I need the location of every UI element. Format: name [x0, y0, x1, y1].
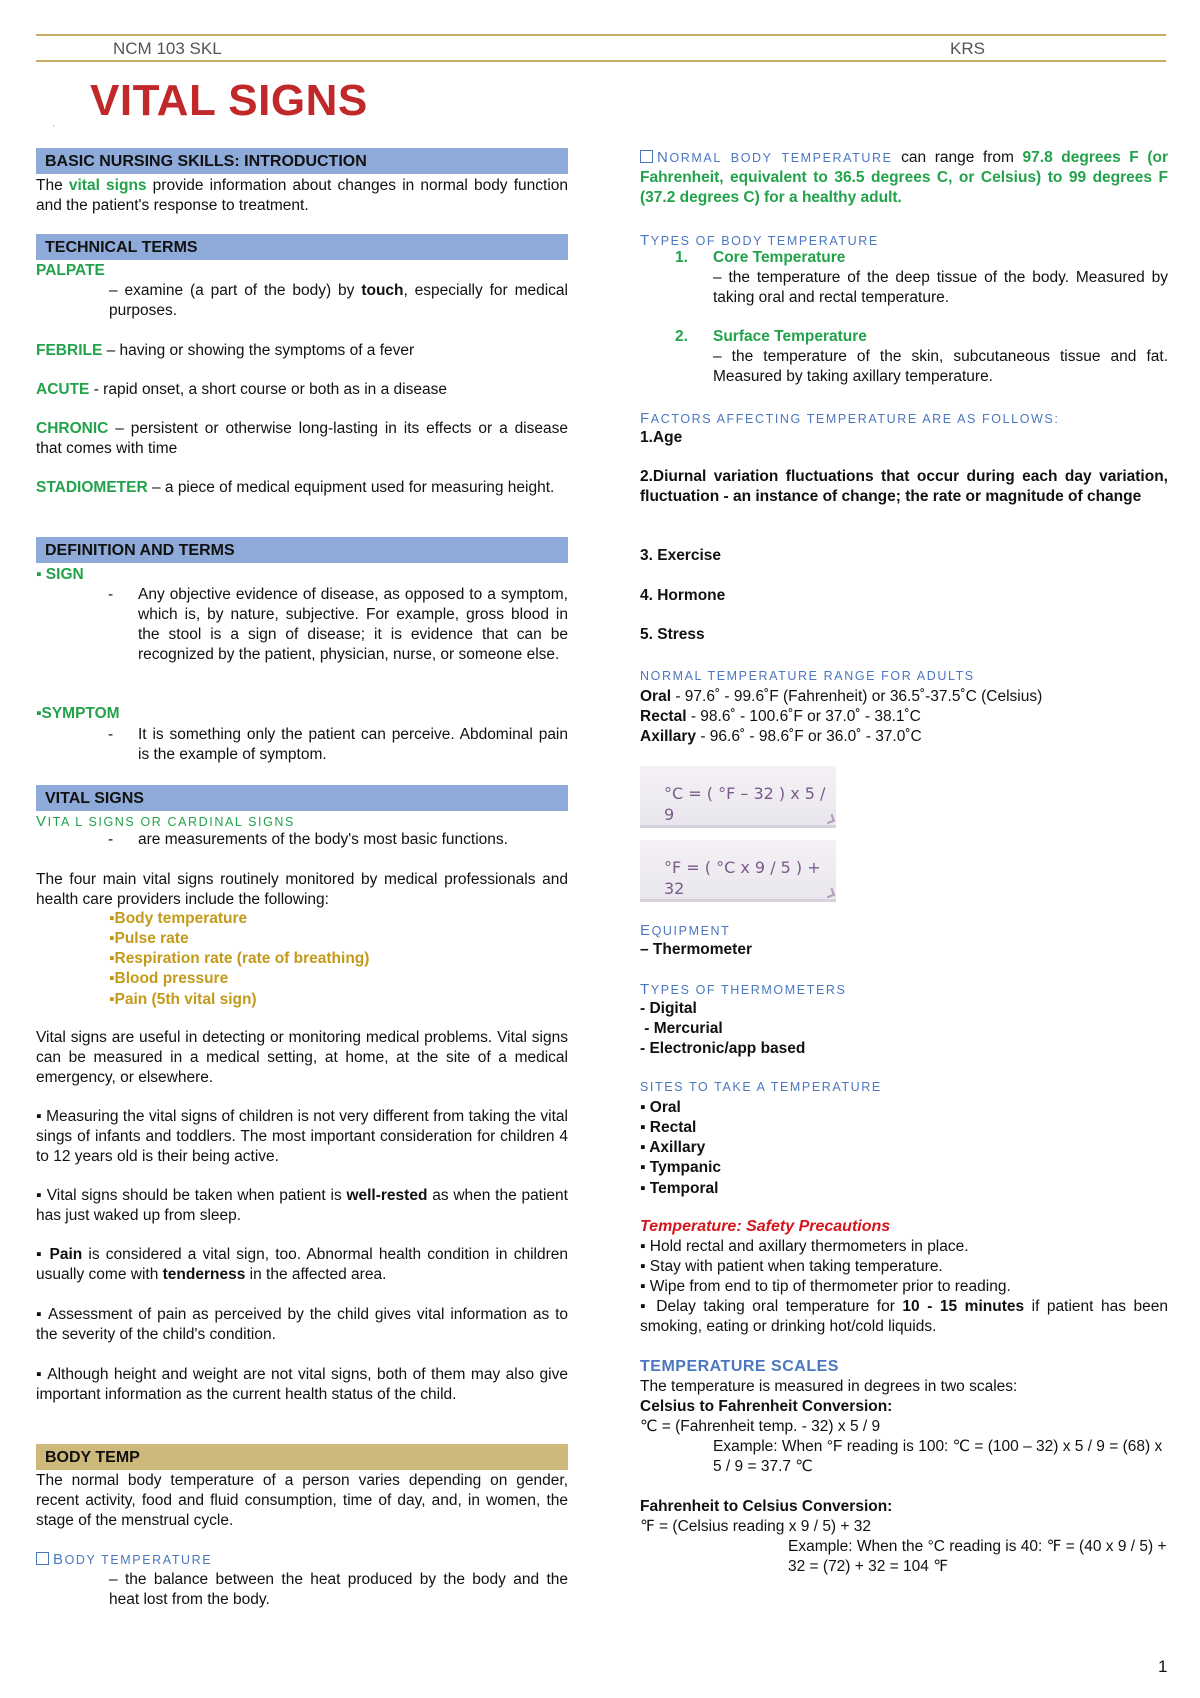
section-heading-vital-signs: VITAL SIGNS	[36, 785, 568, 811]
term-stadiometer: STADIOMETER – a piece of medical equipment used for measuring height.	[36, 479, 555, 496]
list-item: ▪Pain (5th vital sign)	[109, 990, 257, 1008]
header-course-code: NCM 103 SKL	[113, 39, 222, 58]
sites-heading: SITES TO TAKE A TEMPERATURE	[640, 1080, 882, 1094]
body-temperature-subheading: BODY TEMPERATURE	[36, 1550, 568, 1570]
core-temperature-definition: – the temperature of the deep tissue of the body. Measured by taking oral and rectal temperature.	[713, 269, 1168, 307]
header-bottom-rule	[36, 60, 1166, 62]
safety-precaution-3: ▪ Wipe from end to tip of thermometer prior to reading.	[640, 1278, 1011, 1295]
list-item: ▪Respiration rate (rate of breathing)	[109, 950, 370, 968]
section-heading-definitions: DEFINITION AND TERMS	[36, 537, 568, 563]
celsius-formula-image: °C = ( °F – 32 ) x 5 / 9	[640, 766, 836, 828]
list-item: - Mercurial	[640, 1020, 723, 1038]
section-heading-technical-terms: TECHNICAL TERMS	[36, 234, 568, 260]
f2c-formula: ℉ = (Celsius reading x 9 / 5) + 32	[640, 1518, 872, 1535]
safety-heading: Temperature: Safety Precautions	[640, 1218, 891, 1235]
scales-intro: The temperature is measured in degrees in two scales:	[640, 1378, 1018, 1395]
section-heading-introduction: BASIC NURSING SKILLS: INTRODUCTION	[36, 148, 568, 174]
vital-pain-paragraph: ▪ Pain is considered a vital sign, too. Abnormal health condition in children usually come with tenderness in the affected area.	[36, 1246, 568, 1284]
surface-temperature-definition: – the temperature of the skin, subcutaneous tissue and fat. Measured by taking axillary temperature.	[713, 348, 1168, 386]
list-item: - Electronic/app based	[640, 1040, 806, 1058]
f2c-title: Fahrenheit to Celsius Conversion:	[640, 1498, 893, 1515]
factor-stress: 5. Stress	[640, 626, 705, 643]
factor-diurnal: 2.Diurnal variation fluctuations that occur during each day variation, fluctuation - an instance of change; the rate or magnitude of change	[640, 468, 1168, 506]
title-mark: '	[53, 124, 55, 133]
sign-label: ▪ SIGN	[36, 566, 84, 583]
term-palpate: PALPATE	[36, 262, 105, 279]
vital-useful-paragraph: Vital signs are useful in detecting or monitoring medical problems. Vital signs can be measured in a medical setting, at home, at the site of a medical emergency, or elsewhere.	[36, 1029, 568, 1087]
symptom-definition: - It is something only the patient can perceive. Abdominal pain is the example of symptom.	[108, 726, 568, 764]
equipment-heading: EQUIPMENT	[640, 922, 731, 939]
normal-temperature-paragraph: NORMAL BODY TEMPERATURE can range from 97.8 degrees F (or Fahrenheit, equivalent to 36.5 degrees C, or Celsius) to 99 degrees F (37.2 degrees C) for a healthy adult.	[640, 149, 1168, 207]
c2f-title: Celsius to Fahrenheit Conversion:	[640, 1398, 893, 1415]
vital-children-paragraph: ▪ Measuring the vital signs of children is not very different from taking the vital sings of infants and toddlers. The most important consideration for children 4 to 12 years old is their being active.	[36, 1108, 568, 1166]
list-item: ▪ Oral	[640, 1099, 681, 1116]
body-temperature-definition: – the balance between the heat produced by the body and the heat lost from the body.	[109, 1571, 568, 1609]
list-item: ▪Body temperature	[109, 910, 248, 927]
section-heading-body-temp: BODY TEMP	[36, 1444, 568, 1470]
list-item: ▪ Temporal	[640, 1179, 719, 1197]
c2f-example: Example: When °F reading is 100: ℃ = (100 – 32) x 5 / 9 = (68) x 5 / 9 = 37.7 ℃	[713, 1438, 1163, 1476]
safety-precaution-1: ▪ Hold rectal and axillary thermometers in place.	[640, 1238, 969, 1255]
list-item: ▪Blood pressure	[109, 970, 229, 988]
safety-precaution-2: ▪ Stay with patient when taking temperature.	[640, 1258, 943, 1275]
types-body-temp-heading: TYPES OF BODY TEMPERATURE	[640, 232, 879, 249]
surface-temperature-item: 2. Surface Temperature	[675, 328, 867, 345]
header-initials: KRS	[950, 39, 985, 58]
range-oral: Oral - 97.6˚ - 99.6˚F (Fahrenheit) or 36.5˚-37.5˚C (Celsius)	[640, 688, 1043, 705]
list-item: ▪ Axillary	[640, 1139, 706, 1157]
normal-range-heading: NORMAL TEMPERATURE RANGE FOR ADULTS	[640, 669, 975, 683]
vital-height-paragraph: ▪ Although height and weight are not vital signs, both of them may also give important information as the current health status of the child.	[36, 1366, 568, 1404]
body-temp-paragraph: The normal body temperature of a person varies depending on gender, recent activity, food and fluid consumption, time of day, and, in women, the stage of the menstrual cycle.	[36, 1472, 568, 1530]
sign-definition: - Any objective evidence of disease, as opposed to a symptom, which is, by nature, subjective. For example, gross blood in the stool is a sign of disease; it is evidence that can be recognized by the patient, physician, nurse, or someone else.	[108, 586, 568, 664]
factors-heading: FACTORS AFFECTING TEMPERATURE ARE AS FOLLOWS:	[640, 410, 1060, 427]
checkbox-icon	[640, 150, 653, 163]
factor-exercise: 3. Exercise	[640, 547, 722, 564]
sites-list	[640, 1098, 1168, 1199]
range-axillary: Axillary - 96.6˚ - 98.6˚F or 36.0˚ - 37.0˚C	[640, 728, 922, 745]
list-item: - Digital	[640, 1000, 697, 1017]
factor-age: 1.Age	[640, 429, 683, 446]
checkbox-icon	[36, 1552, 49, 1565]
vital-rested-paragraph: ▪ Vital signs should be taken when patient is well-rested as when the patient has just waked up from sleep.	[36, 1187, 568, 1225]
page-number: 1	[1158, 1657, 1168, 1676]
term-febrile: FEBRILE – having or showing the symptoms of a fever	[36, 342, 415, 359]
page-title: VITAL SIGNS	[90, 76, 368, 125]
factor-hormone: 4. Hormone	[640, 587, 726, 604]
fahrenheit-formula-image: °F = ( °C x 9 / 5 ) + 32	[640, 840, 836, 902]
vital-signs-list	[109, 909, 549, 1010]
vital-four-main: The four main vital signs routinely monitored by medical professionals and health care providers include the following:	[36, 871, 568, 909]
vital-definition: - are measurements of the body's most basic functions.	[108, 831, 508, 848]
safety-precaution-4: ▪ Delay taking oral temperature for 10 - 15 minutes if patient has been smoking, eating or drinking hot/cold liquids.	[640, 1298, 1168, 1336]
thermometer-types-list	[640, 999, 1168, 1059]
core-temperature-item: 1. Core Temperature	[675, 249, 846, 266]
equipment-thermometer: – Thermometer	[640, 941, 752, 958]
symptom-label: ▪SYMPTOM	[36, 705, 120, 722]
temperature-scales-heading: TEMPERATURE SCALES	[640, 1358, 839, 1375]
f2c-example: Example: When the °C reading is 40: ℉ = (40 x 9 / 5) + 32 = (72) + 32 = 104 ℉	[788, 1538, 1167, 1576]
range-rectal: Rectal - 98.6˚ - 100.6˚F or 37.0˚ - 38.1˚C	[640, 708, 921, 725]
list-item: ▪ Tympanic	[640, 1159, 722, 1177]
term-acute: ACUTE - rapid onset, a short course or both as in a disease	[36, 381, 447, 398]
list-item: ▪Pulse rate	[109, 930, 189, 948]
list-item: ▪ Rectal	[640, 1119, 697, 1137]
thermometer-types-heading: TYPES OF THERMOMETERS	[640, 981, 847, 998]
intro-paragraph: The vital signs provide information about changes in normal body function and the patient's response to treatment.	[36, 177, 568, 215]
vital-subheading: VITA L SIGNS OR CARDINAL SIGNS	[36, 813, 295, 830]
vital-assessment-paragraph: ▪ Assessment of pain as perceived by the child gives vital information as to the severity of the child's condition.	[36, 1306, 568, 1344]
term-chronic: CHRONIC – persistent or otherwise long-lasting in its effects or a disease that comes with time	[36, 420, 568, 458]
term-palpate-definition: – examine (a part of the body) by touch, especially for medical purposes.	[109, 282, 568, 320]
header-top-rule	[36, 34, 1166, 36]
c2f-formula: ℃ = (Fahrenheit temp. - 32) x 5 / 9	[640, 1418, 881, 1435]
